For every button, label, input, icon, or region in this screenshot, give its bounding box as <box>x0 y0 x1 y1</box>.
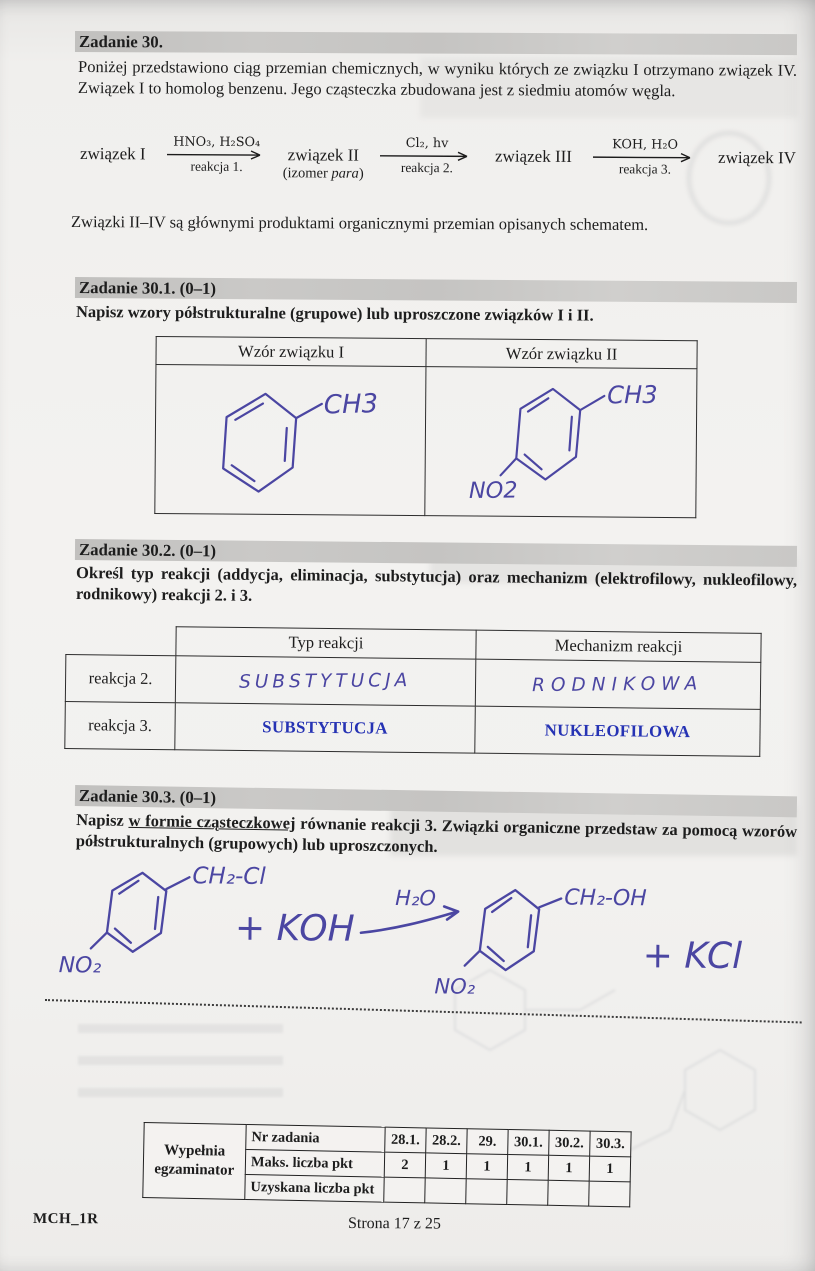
task30-title: Zadanie 30. <box>78 32 163 52</box>
col-header-type: Typ reakcji <box>176 627 476 659</box>
task-number-cell: 28.2. <box>426 1128 467 1154</box>
row-label-reaction-2: reakcja 2. <box>65 655 176 703</box>
reaction-2-reagents: Cl₂, hv <box>405 135 449 152</box>
handwritten-reaction-equation <box>44 850 787 1006</box>
plus-kcl-label: + KCl <box>642 935 743 978</box>
task-number-cell: 30.3. <box>590 1131 631 1157</box>
filled-by-examiner-cell: Wypełnia egzaminator <box>143 1123 246 1200</box>
instruction-pre: Napisz <box>76 810 129 830</box>
task30-2-instruction: Określ typ reakcji (addycja, eliminacja, substytucja) oraz mechanizm (elektrofilowy, nukleofilowy, rodnikowy) reakcji 2. i 3. <box>75 563 798 606</box>
product-nitro-label: NO₂ <box>434 974 476 999</box>
task-number-cell: 29. <box>467 1129 508 1155</box>
task30-2-title: Zadanie 30.2. (0–1) <box>78 540 217 561</box>
compound-iv-label: związek IV <box>717 147 796 168</box>
earned-points-cell <box>384 1177 425 1203</box>
reaction-3-reagents: KOH, H₂O <box>612 137 679 153</box>
task30-header-bar <box>75 31 797 55</box>
note-post: ) <box>358 165 364 182</box>
compound-ii-label <box>282 145 364 182</box>
methyl-label: CH3 <box>322 388 379 421</box>
task-number-cell: 30.1. <box>508 1130 549 1156</box>
scheme-note: Związki II–IV są głównymi produktami organicznymi przemian opisanych schematem. <box>70 212 649 235</box>
col-header-compound-i: Wzór związku I <box>156 337 426 367</box>
methyl-label: CH3 <box>606 379 658 409</box>
handwritten-answer: RODNIKOWA <box>532 672 704 696</box>
nitro-label: NO2 <box>468 477 518 504</box>
answer-cell-compound-ii <box>425 367 697 518</box>
bleed-through-text <box>78 1024 283 1102</box>
intro-paragraph: Poniżej przedstawiono ciąg przemian chemicznych, w wyniku których ze związku I otrzymano związek IV. Związek I to homolog benzenu. Jego cząsteczka zbudowana jest z siedmiu atomów węgla. <box>77 57 798 101</box>
max-points-cell: 1 <box>548 1155 589 1181</box>
printed-answer: SUBSTYTUCJA <box>262 717 388 738</box>
max-points-cell: 1 <box>589 1156 630 1182</box>
reaction-1-label: reakcja 1. <box>190 158 243 174</box>
answer-mech-reaction-2 <box>475 659 761 709</box>
product-group-label: CH₂-OH <box>564 885 647 912</box>
task30-2-answer-table <box>64 625 761 757</box>
row-label-earned-points: Uzyskana liczba pkt <box>245 1174 384 1202</box>
reaction-3-arrow <box>592 137 698 178</box>
max-points-cell: 1 <box>425 1153 466 1179</box>
handwritten-nitrotoluene-structure <box>435 368 686 510</box>
note-pre: (izomer <box>282 165 332 182</box>
reaction-2-label: reakcja 2. <box>400 159 453 176</box>
answer-mech-reaction-3 <box>475 706 761 756</box>
row-label-max-points: Maks. liczba pkt <box>245 1149 384 1177</box>
earned-points-cell <box>425 1178 466 1204</box>
compound-ii-note <box>283 165 364 182</box>
compound-iii-label: związek III <box>494 146 573 167</box>
reactant-nitro-label: NO₂ <box>58 953 102 979</box>
compound-i-label: związek I <box>79 144 146 164</box>
plus-koh-label: + KOH <box>234 907 355 950</box>
task30-3-title: Zadanie 30.3. (0–1) <box>78 786 217 808</box>
row-label-reaction-3: reakcja 3. <box>65 702 176 750</box>
printed-answer: NUKLEOFILOWA <box>544 720 691 742</box>
task30-1-answer-table <box>154 336 697 518</box>
earned-points-cell <box>548 1180 589 1206</box>
instruction-underlined: w formie cząsteczkowej <box>128 810 296 833</box>
reaction-arrow <box>361 911 457 934</box>
note-italic: para <box>331 165 359 182</box>
handwritten-toluene-structure <box>164 364 418 511</box>
max-points-cell: 1 <box>507 1154 548 1180</box>
task-number-cell: 28.1. <box>385 1127 426 1153</box>
answer-cell-compound-i <box>155 365 426 516</box>
instruction-post: równanie reakcji 3. Związki organiczne przedstaw za pomocą wzorów półstrukturalnych (grupowych) lub uproszczonych. <box>75 813 798 857</box>
examiner-score-table <box>142 1122 631 1207</box>
over-arrow-label: H₂O <box>395 886 437 911</box>
reaction-1-arrow <box>166 135 268 176</box>
task30-1-instruction: Napisz wzory półstrukturalne (grupowe) lub uproszczone związków I i II. <box>75 302 594 325</box>
empty-corner-cell <box>66 626 176 656</box>
max-points-cell: 1 <box>466 1154 507 1180</box>
exam-code: MCH_1R <box>32 1211 99 1228</box>
answer-type-reaction-3 <box>175 703 476 753</box>
max-points-cell: 2 <box>384 1152 425 1178</box>
reaction-3-label: reakcja 3. <box>618 161 671 177</box>
reaction-scheme <box>79 134 796 182</box>
earned-points-cell <box>466 1179 507 1205</box>
task30-1-header-bar <box>75 277 797 303</box>
earned-points-cell <box>507 1179 548 1205</box>
reaction-1-reagents: HNO₃, H₂SO₄ <box>173 134 261 151</box>
col-header-compound-ii: Wzór związku II <box>426 339 697 369</box>
earned-points-cell <box>589 1181 630 1207</box>
task-number-cell: 30.2. <box>549 1130 590 1156</box>
handwritten-answer: SUBSTYTUCJA <box>239 669 412 693</box>
compound-ii-text: związek II <box>287 145 360 165</box>
page-number: Strona 17 z 25 <box>347 1215 441 1233</box>
row-label-task-number: Nr zadania <box>246 1124 385 1152</box>
col-header-mechanism: Mechanizm reakcji <box>476 630 761 662</box>
reactant-group-label: CH₂-Cl <box>192 863 266 890</box>
reaction-2-arrow <box>379 136 475 177</box>
task30-1-title: Zadanie 30.1. (0–1) <box>78 278 217 298</box>
answer-type-reaction-2 <box>175 656 476 706</box>
